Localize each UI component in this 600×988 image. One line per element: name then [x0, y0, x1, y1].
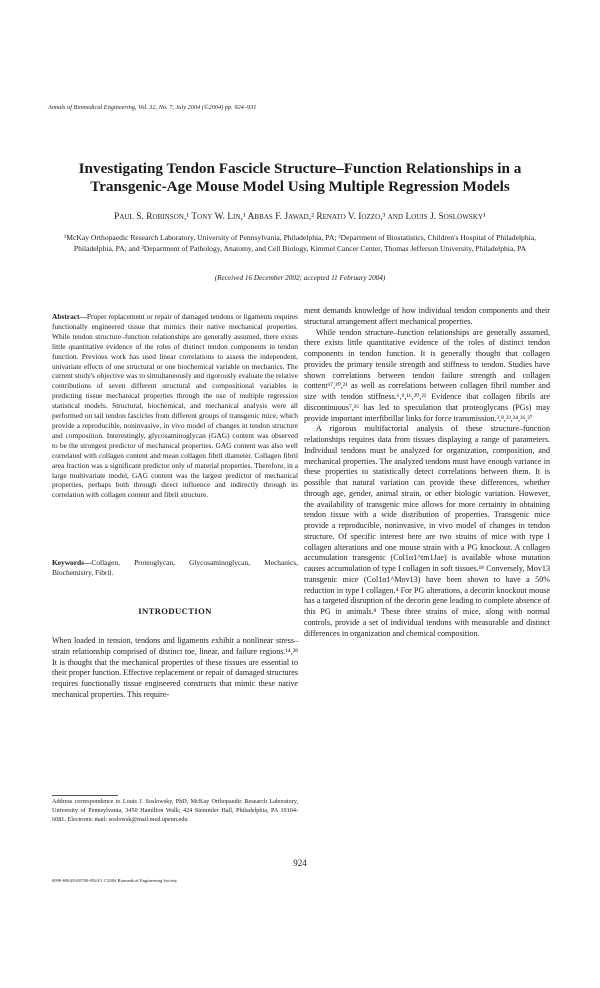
right-column: [304, 306, 550, 639]
author-list: Paul S. Robinson,¹ Tony W. Lin,¹ Abbas F. Jawad,² Renato V. Iozzo,³ and Louis J. Soslowsky¹: [114, 212, 486, 222]
section-heading-introduction: INTRODUCTION: [138, 606, 212, 616]
issn-line: 0090-6964/04/0700-0924/1 ©2004 Biomedical Engineering Society: [52, 878, 178, 883]
right-paragraph-2: While tendon structure–function relationships are generally assumed, there exists little quantitative evidence of the roles of distinct tendon components in tendon function. It is generally thought that collagen provides the primary tensile strength and stiffness to tendon. Studies have shown correlations between tendon failure strength and collagen content¹⁷,²⁰,²¹ as well as correlations between collagen fibril number and size with tendon stiffness.⁶,⁹,¹⁶,²⁰,²² Evidence that collagen fibrils are discontinuous⁷,²⁶ has led to speculation that proteoglycans (PGs) may provide important interfibrillar links for force transmission.³,⁸,²³,²⁴,²⁶,²⁷: [304, 327, 550, 423]
affiliations: ¹McKay Orthopaedic Research Laboratory, University of Pennsylvania, Philadelphia, PA; ²Department of Biostatistics, Children's Hospital of Philadelphia, Philadelphia, PA; and ³Department of Pathology, Anatomy, and Cell Biology, Kimmel Cancer Center, Thomas Jefferson University, Philadelphia, PA: [63, 233, 537, 253]
journal-citation: Annals of Biomedical Engineering, Vol. 32, No. 7, July 2004 (©2004) pp. 924–931: [48, 104, 257, 111]
abstract-block: [52, 312, 298, 500]
footnote-divider: [52, 795, 118, 796]
keywords-block: [52, 558, 298, 578]
received-dates: (Received 16 December 2002; accepted 11 February 2004): [214, 274, 386, 282]
correspondence-footnote: Address correspondence to Louis J. Soslowsky, PhD, McKay Orthopaedic Research Laboratory, University of Pennsylvania, 3450 Hamilton Walk; 424 Stemmler Hall, Philadelphia, PA 19104-6081. Electronic mail: soslowsk@mail.med.upenn.edu: [52, 798, 298, 823]
keywords-text: Collagen, Proteoglycan, Glycosaminoglycan, Mechanics, Biochemistry, Fibril.: [52, 558, 298, 577]
page-number: 924: [293, 858, 307, 868]
keywords-label: Keywords—: [52, 558, 92, 567]
right-paragraph-1: ment demands knowledge of how individual tendon components and their structural arrangement affect mechanical properties.: [304, 306, 550, 326]
right-paragraph-3: A rigorous multifactorial analysis of these structure–function relationships requires data from tissues displaying a range of parameters. Individual tendons must be analyzed for organization, composition, and mechanical properties. The analyzed tendons must have enough variance in these properties to statistically detect correlations between them. It is possible that natural variation can provide these differences, whether through age, gender, animal strain, or other biologic variation. However, the availability of transgenic mice allows for more certainty in obtaining tendon tissue with a wide distribution of properties. Transgenic mice provide a reproducible, noninvasive, in vivo model of changes in tendon structure. Of specific interest here are two strains of mice with type I collagen alterations and one mouse strain with a PG knockout. A collagen accumulation transgenic (Col1α1^tm1Jae) is available whose mutation causes accumulation of type I collagen in soft tissues.¹⁸ Conversely, Mov13 transgenic mice (Col1α1^Mov13) have been shown to have a 50% reduction in type I collagen.⁴ For PG alterations, a decorin knockout mouse has a targeted disruption of the decorin gene leading to complete absence of this PG in animals.⁸ These three strains of mice, along with normal controls, provide a set of individual tendons with measurable and distinct differences in organization and chemical composition.: [304, 424, 550, 638]
introduction-paragraph: [52, 628, 298, 709]
abstract-text: Proper replacement or repair of damaged tendons or ligaments requires functionally engineered tissue that mimics their native mechanical properties. While tendon structure–function relationships are generally assumed, there exists little quantitative evidence of the roles of distinct tendon components in tendon function. Previous work has used linear correlations to assess the independent, univariate effects of one structural or one biochemical variable on mechanics. The current study's objective was to simultaneously and rigorously evaluate the relative contributions of seven different structural and compositional variables in predicting tissue mechanical properties through the use of multiple regression statistical models. Structural, biochemical, and mechanical analysis were all performed on tail tendon fascicles from different groups of transgenic mice, which provide a reproducible, noninvasive, in vivo model of changes in tendon structure and composition. Interestingly, glycosaminoglycan (GAG) content was observed to be the strongest predictor of mechanical properties. GAG content was also well correlated with collagen content and mean collagen fibril diameter. Collagen fibril area fraction was a significant predictor only of material properties. Therefore, in a large multivariate model, GAG content was the largest predictor of mechanical properties, perhaps both through direct influence and indirectly through its correlation with collagen content and fibril structure.: [52, 312, 298, 500]
abstract-label: Abstract—: [52, 312, 87, 321]
intro-text: When loaded in tension, tendons and ligaments exhibit a nonlinear stress–strain relationship comprised of distinct toe, linear, and failure regions.¹⁴,²⁸ It is thought that the mechanical properties of these tissues are essential to their proper function. Effective replacement or repair of damaged structures requires functionally tissue engineered constructs that mimic these native mechanical properties. This require-: [52, 636, 298, 699]
article-title: Investigating Tendon Fascicle Structure–Function Relationships in a Transgenic-Age Mouse Model Using Multiple Regression Models: [78, 160, 522, 195]
